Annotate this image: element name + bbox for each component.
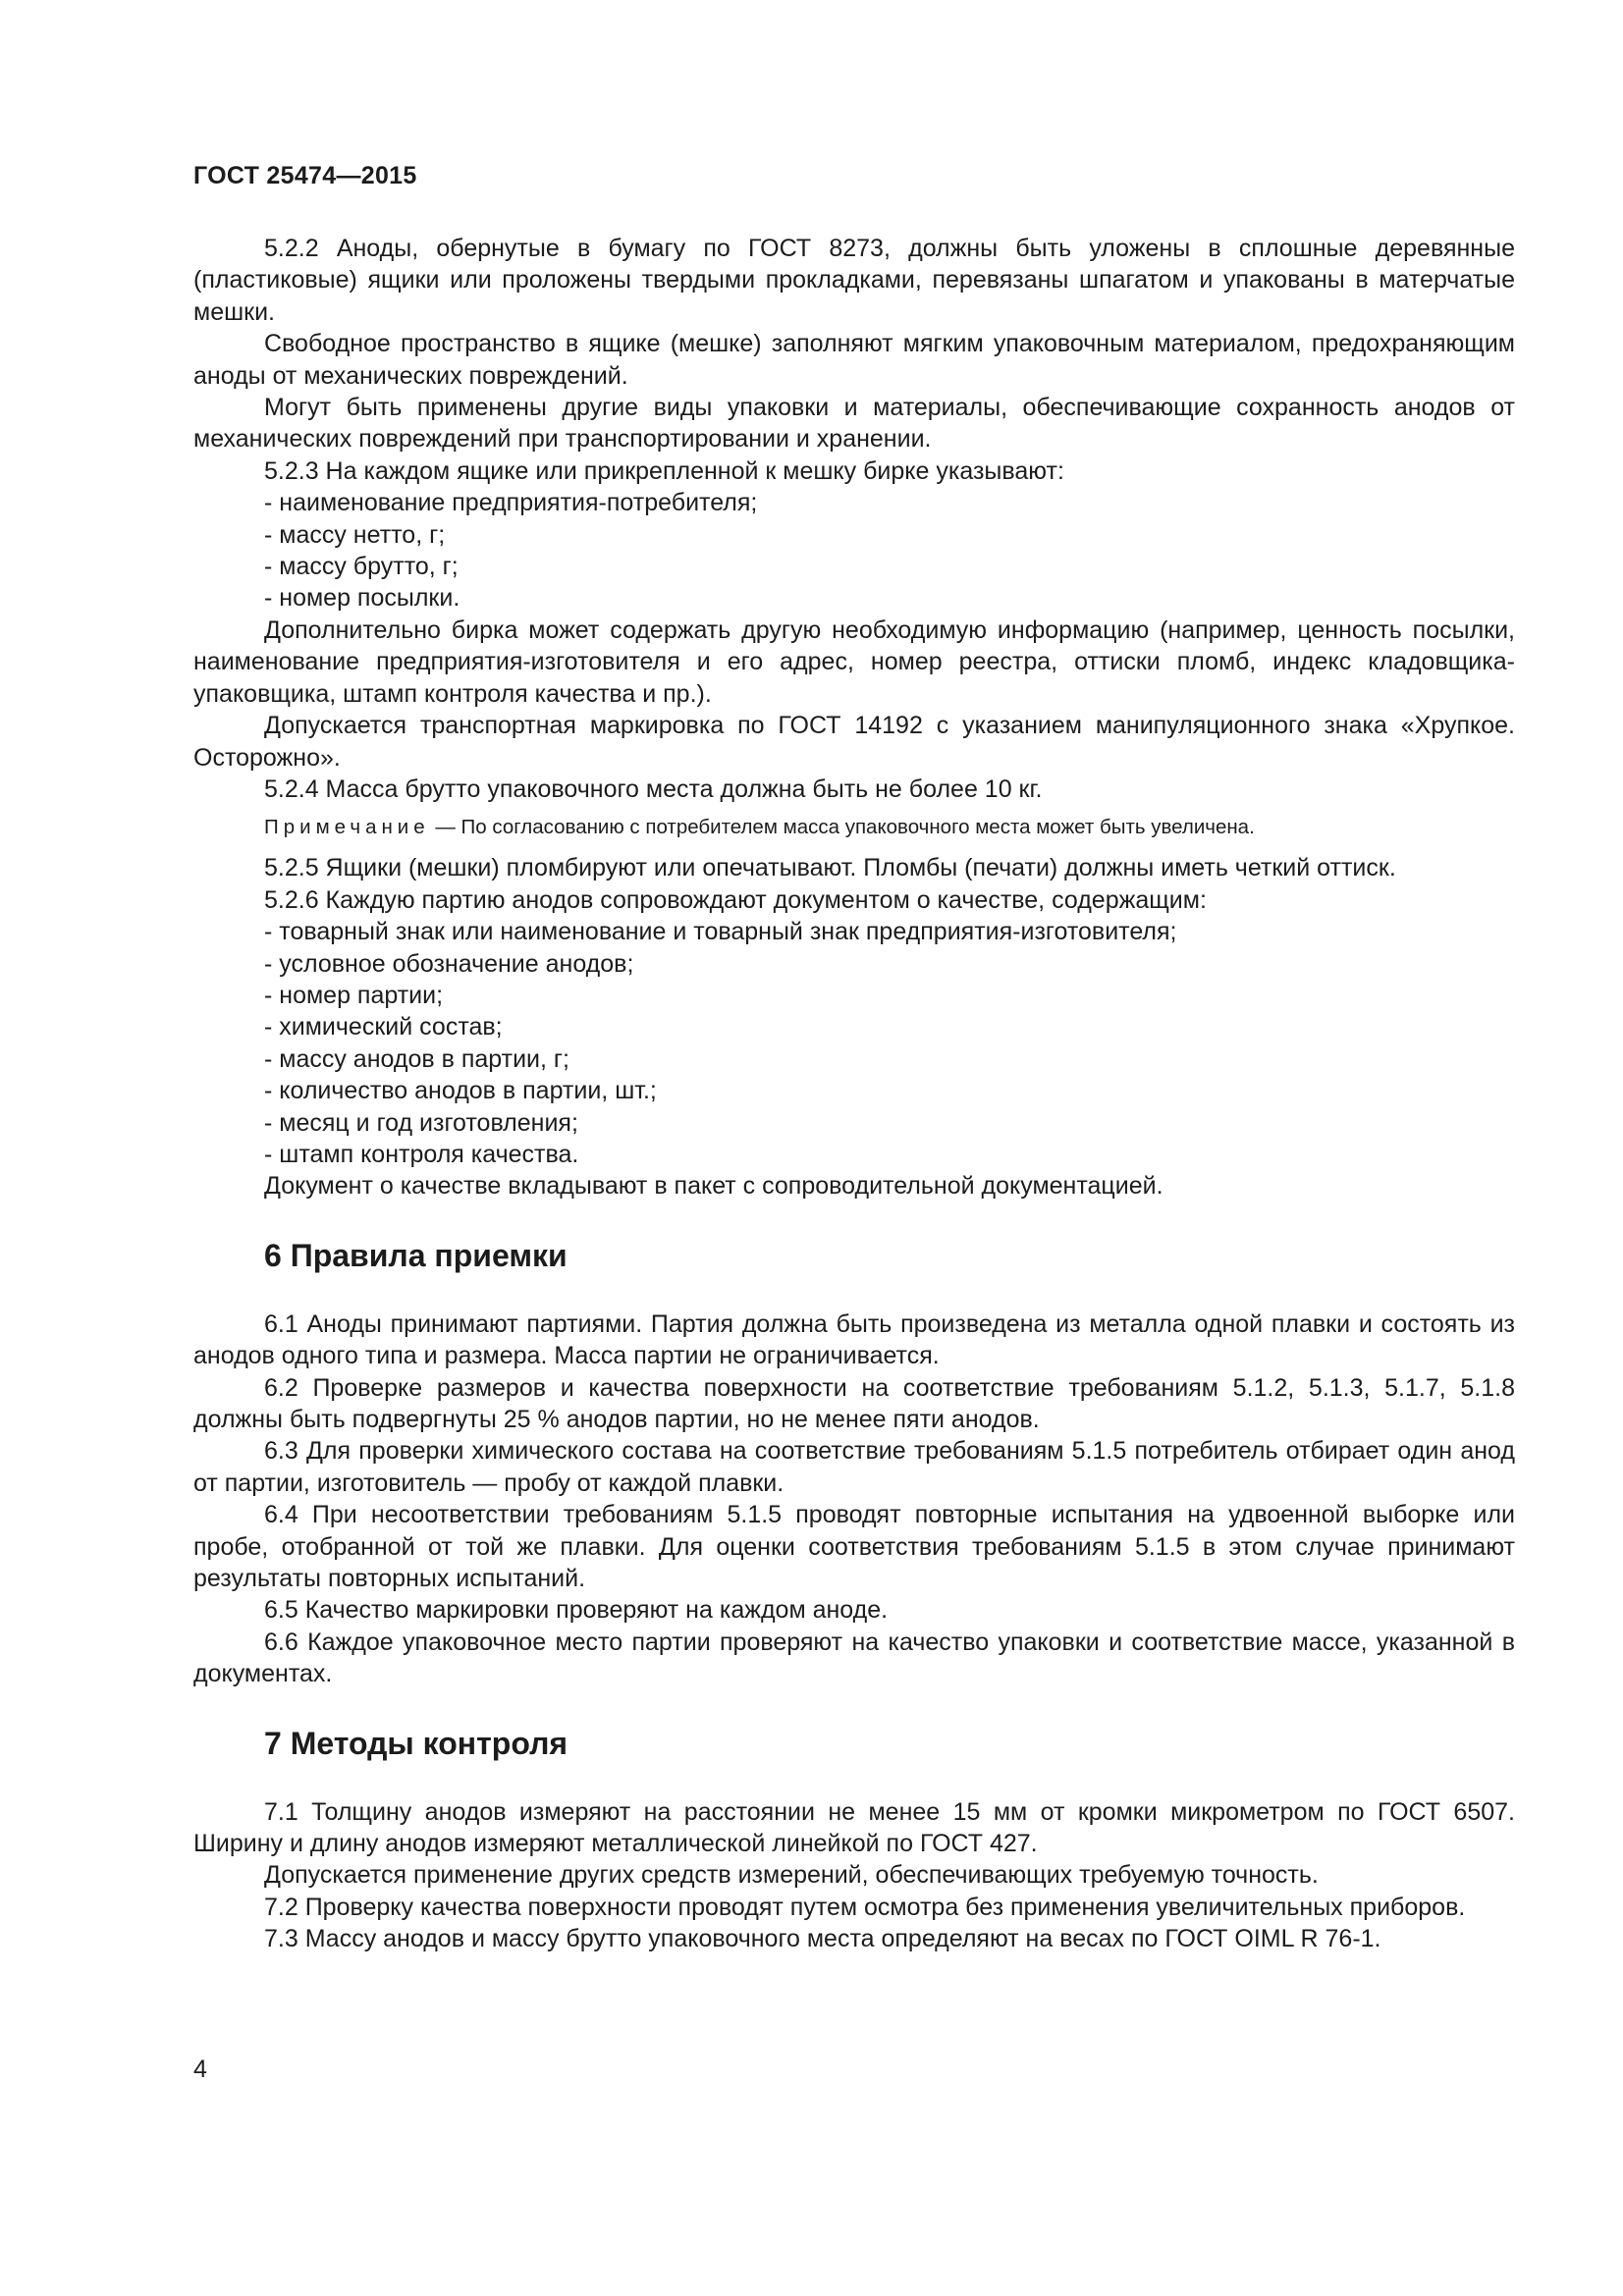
note: [193, 813, 1515, 842]
paragraph-5-2-5: 5.2.5 Ящики (мешки) пломбируют или опечатывают. Пломбы (печати) должны иметь четкий оттиск.: [264, 854, 1396, 882]
paragraph-5-2-2: 5.2.2 Аноды, обернутые в бумагу по ГОСТ 8273, должны быть уложены в сплошные деревянные (пластиковые) ящики или проложены твердыми прокладками, перевязаны шпагатом и упакованы в матерчатые мешки.: [193, 235, 1515, 326]
paragraph-6-5: 6.5 Качество маркировки проверяют на каждом аноде.: [264, 1596, 889, 1625]
list-item: - массу нетто, г;: [264, 520, 446, 549]
note-text: — По согласованию с потребителем масса упаковочного места может быть увеличена.: [429, 816, 1255, 839]
list-item: - химический состав;: [264, 1013, 503, 1041]
document-body: [193, 233, 1515, 1955]
list-item: - массу анодов в партии, г;: [264, 1044, 569, 1073]
page-number: 4: [193, 2056, 207, 2083]
section-heading-acceptance: 6 Правила приемки: [264, 1237, 568, 1273]
note-label: Примечание: [264, 816, 430, 839]
paragraph-quality-document: Документ о качестве вкладывают в пакет с сопроводительной документацией.: [264, 1172, 1163, 1201]
list-item: - номер партии;: [264, 981, 444, 1009]
paragraph-5-2-6: 5.2.6 Каждую партию анодов сопровождают документом о качестве, содержащим:: [264, 885, 1207, 914]
list-item: - количество анодов в партии, шт.;: [264, 1077, 657, 1105]
section-heading-control-methods: 7 Методы контроля: [264, 1725, 568, 1761]
list-item: - условное обозначение анодов;: [264, 949, 634, 978]
list-item: - товарный знак или наименование и товарный знак предприятия-изготовителя;: [264, 918, 1177, 946]
paragraph-6-1: 6.1 Аноды принимают партиями. Партия должна быть произведена из металла одной плавки и состоять из анодов одного типа и размера. Масса партии не ограничивается.: [193, 1309, 1515, 1370]
document-header: ГОСТ 25474—2015: [193, 162, 417, 189]
list-item: - номер посылки.: [264, 584, 460, 613]
list-item: - наименование предприятия-потребителя;: [264, 489, 758, 517]
paragraph-transport-marking: Допускается транспортная маркировка по ГОСТ 14192 с указанием манипуляционного знака «Хрупкое. Осторожно».: [193, 712, 1515, 772]
paragraph-5-2-3: 5.2.3 На каждом ящике или прикрепленной к мешку бирке указывают:: [264, 456, 1064, 485]
paragraph-free-space: Свободное пространство в ящике (мешке) заполняют мягким упаковочным материалом, предохраняющим аноды от механических повреждений.: [193, 330, 1515, 390]
paragraph-other-means: Допускается применение других средств измерений, обеспечивающих требуемую точность.: [264, 1861, 1319, 1890]
paragraph-5-2-4: 5.2.4 Масса брутто упаковочного места должна быть не более 10 кг.: [264, 774, 1043, 803]
paragraph-6-3: 6.3 Для проверки химического состава на соответствие требованиям 5.1.5 потребитель отбирает один анод от партии, изготовитель — пробу от каждой плавки.: [193, 1437, 1515, 1497]
paragraph-7-1: 7.1 Толщину анодов измеряют на расстоянии не менее 15 мм от кромки микрометром по ГОСТ 6507. Ширину и длину анодов измеряют металлической линейкой по ГОСТ 427.: [193, 1797, 1515, 1858]
paragraph-7-3: 7.3 Массу анодов и массу брутто упаковочного места определяют на весах по ГОСТ OIML R 76-1.: [264, 1925, 1381, 1953]
list-item: - массу брутто, г;: [264, 553, 459, 581]
paragraph-6-2: 6.2 Проверке размеров и качества поверхности на соответствие требованиям 5.1.2, 5.1.3, 5.1.7, 5.1.8 должны быть подвергнуты 25 % анодов партии, но не менее пяти анодов.: [193, 1373, 1515, 1433]
paragraph-other-packaging: Могут быть применены другие виды упаковки и материалы, обеспечивающие сохранность анодов от механических повреждений при транспортировании и хранении.: [193, 394, 1515, 454]
paragraph-7-2: 7.2 Проверку качества поверхности проводят путем осмотра без применения увеличительных приборов.: [264, 1893, 1466, 1921]
paragraph-extra-tag: Дополнительно бирка может содержать другую необходимую информацию (например, ценность посылки, наименование предприятия-изготовителя и его адрес, номер реестра, оттиски пломб, индекс кладовщика-упаковщика, штамп контроля качества и пр.).: [193, 615, 1515, 708]
list-item: - штамп контроля качества.: [264, 1140, 579, 1168]
paragraph-6-4: 6.4 При несоответствии требованиям 5.1.5 проводят повторные испытания на удвоенной выборке или пробе, отобранной от той же плавки. Для оценки соответствия требованиям 5.1.5 в этом случае принимают результаты повторных испытаний.: [193, 1501, 1515, 1593]
list-item: - месяц и год изготовления;: [264, 1108, 578, 1137]
paragraph-6-6: 6.6 Каждое упаковочное место партии проверяют на качество упаковки и соответствие массе, указанной в документах.: [193, 1628, 1515, 1688]
